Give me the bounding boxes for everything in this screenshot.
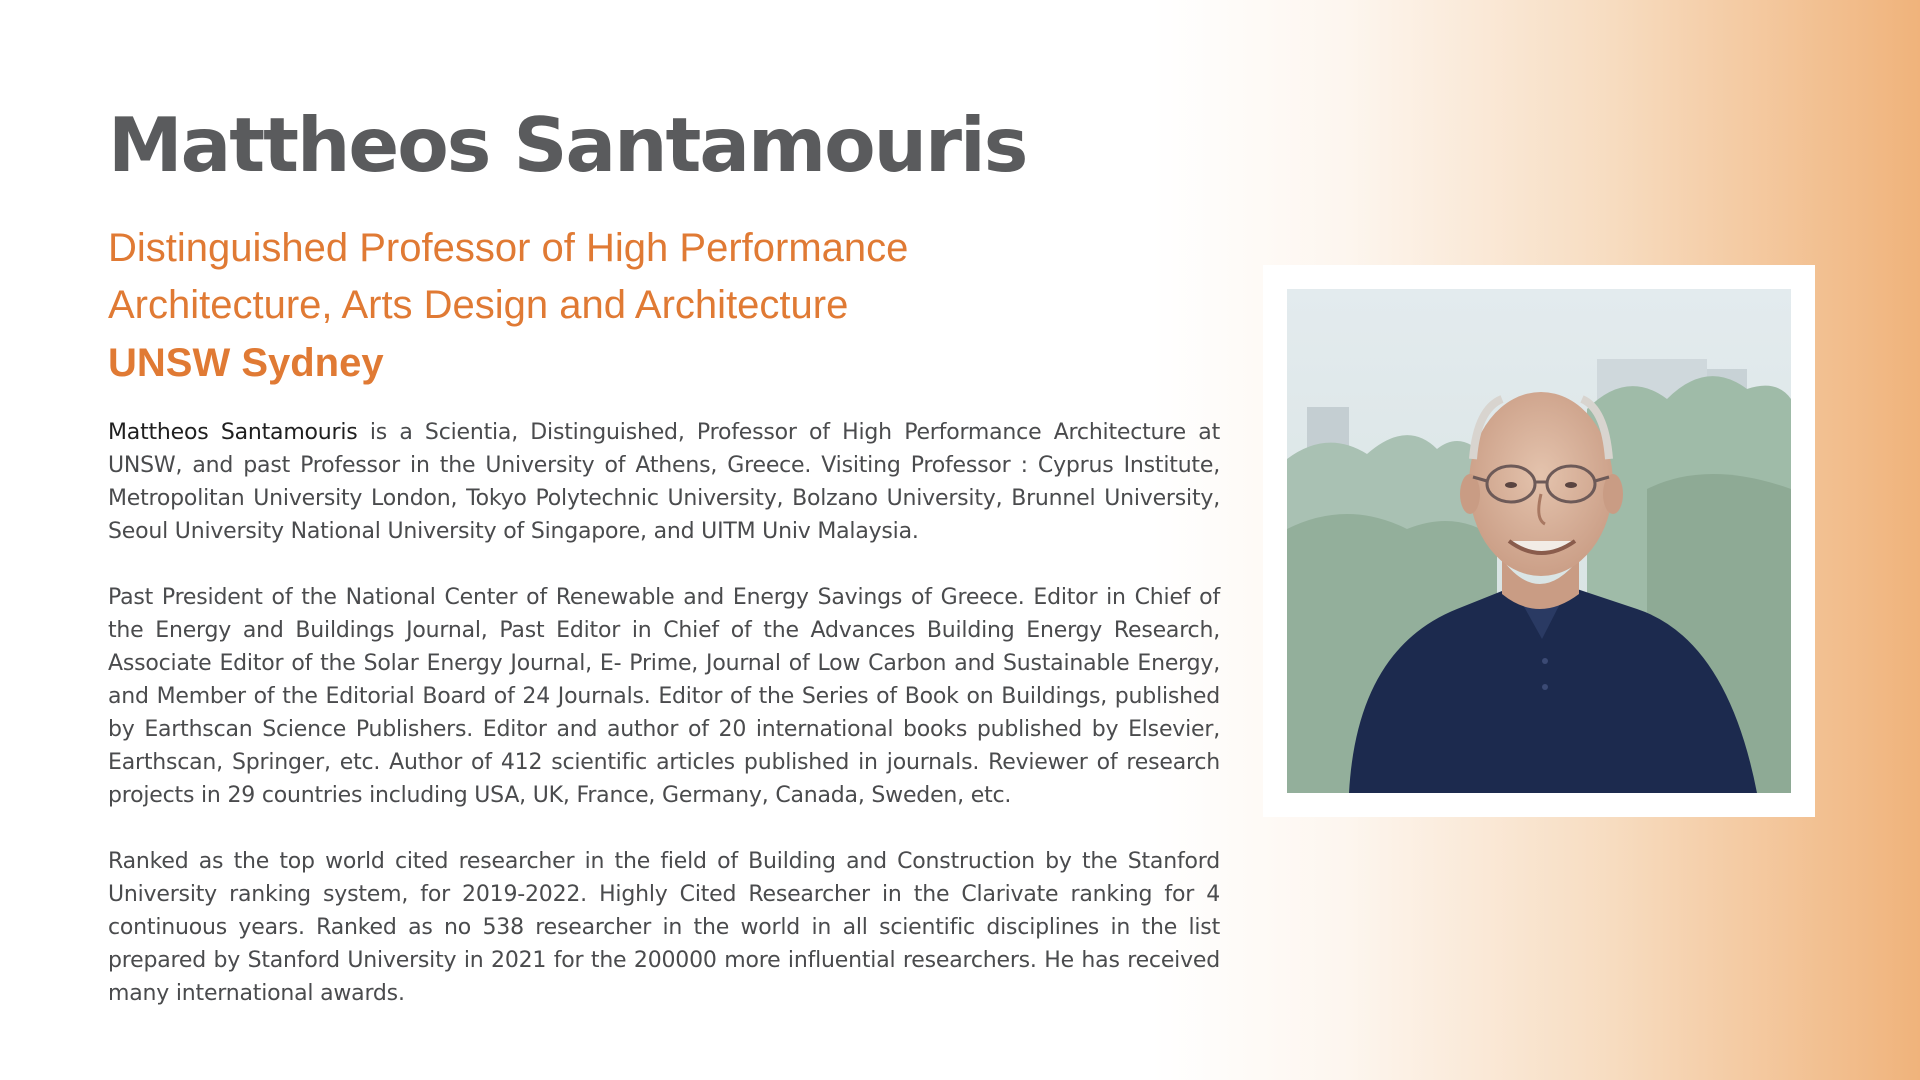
bio-paragraph-1 (108, 416, 1220, 548)
portrait-frame (1263, 265, 1815, 817)
bio-paragraph-3: Ranked as the top world cited researcher in the field of Building and Construction by the Stanford University ranking system, for 2019-2022. Highly Cited Researcher in the Clarivate ranking for 4 continuous years. Ranked as no 538 researcher in the world in all scientific disciplines in the list prepared by Stanford University in 2021 for the 200000 more influential researchers. He has received many international awards. (108, 849, 1220, 1006)
profile-content (108, 100, 1220, 1043)
profile-name: Mattheos Santamouris (108, 101, 1027, 189)
bio-paragraph-2: Past President of the National Center of Renewable and Energy Savings of Greece. Editor in Chief of the Energy and Buildings Journal, Past Editor in Chief of the Advances Building Energy Research, Associate Editor of the Solar Energy Journal, E- Prime, Journal of Low Carbon and Sustainable Energy, and Member of the Editorial Board of 24 Journals. Editor of the Series of Book on Buildings, published by Earthscan Science Publishers. Editor and author of 20 international books published by Elsevier, Earthscan, Springer, etc. Author of 412 scientific articles published in journals. Reviewer of research projects in 29 countries including USA, UK, France, Germany, Canada, Sweden, etc. (108, 585, 1220, 808)
biography (108, 416, 1220, 1010)
role-line-2: Architecture, Arts Design and Architecture (108, 283, 849, 327)
bio-name: Mattheos Santamouris (108, 420, 358, 445)
bio-paragraph-1-text: is a Scientia, Distinguished, Professor of High Performance Architecture at UNSW, and past Professor in the University of Athens, Greece. Visiting Professor : Cyprus Institute, Metropolitan University London, Tokyo Polytechnic University, Bolzano University, Brunnel University, Seoul University National University of Singapore, and UITM Univ Malaysia. (108, 420, 1221, 544)
portrait-illustration (1287, 289, 1791, 793)
profile-role (108, 220, 1220, 334)
portrait-photo (1287, 289, 1791, 793)
role-line-1: Distinguished Professor of High Performance (108, 226, 909, 270)
profile-organization: UNSW Sydney (108, 341, 384, 385)
